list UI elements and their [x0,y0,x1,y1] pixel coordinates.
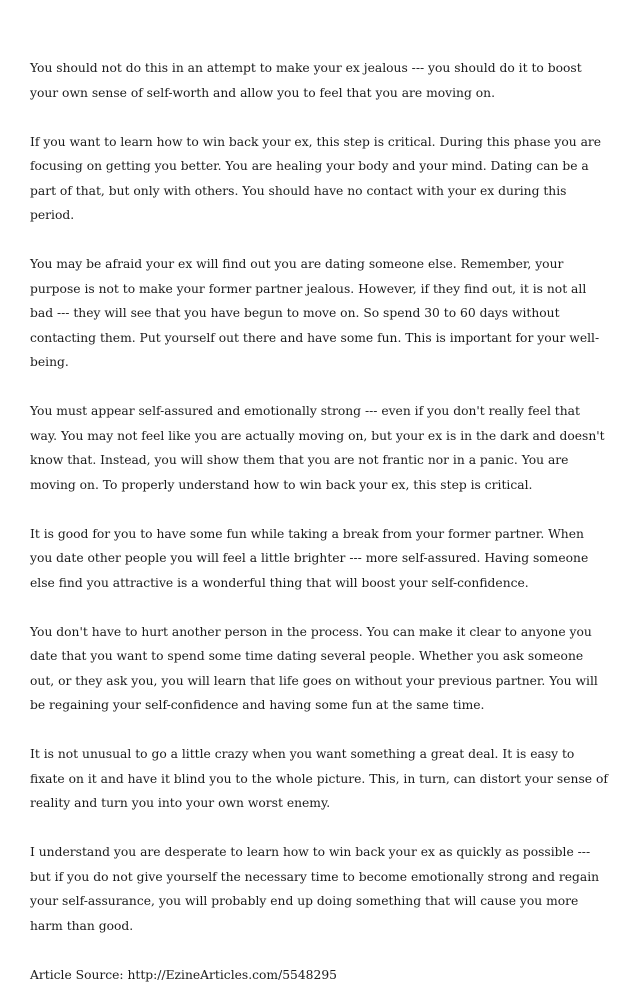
paragraph-2: If you want to learn how to win back your ex, this step is critical. During this phase you are focusing on getting you better. You are healing your body and your mind. Dating can be a part of that, but only with others. You should have no contact with your ex during this period. [30,130,610,228]
paragraph-6: You don't have to hurt another person in the process. You can make it clear to anyone you date that you want to spend some time dating several people. Whether you ask someone out, or they ask you, you will learn that life goes on without your previous partner. You will be regaining your self-confidence and having some fun at the same time. [30,620,610,718]
paragraph-5: It is good for you to have some fun while taking a break from your former partner. When you date other people you will feel a little brighter --- more self-assured. Having someone else find you attractive is a wonderful thing that will boost your self-confidence. [30,522,610,596]
paragraph-1: You should not do this in an attempt to make your ex jealous --- you should do it to boost your own sense of self-worth and allow you to feel that you are moving on. [30,56,610,105]
paragraph-4: You must appear self-assured and emotionally strong --- even if you don't really feel that way. You may not feel like you are actually moving on, but your ex is in the dark and doesn't know that. Instead, you will show them that you are not frantic nor in a panic. You are moving on. To properly understand how to win back your ex, this step is critical. [30,399,610,497]
paragraph-7: It is not unusual to go a little crazy when you want something a great deal. It is easy to fixate on it and have it blind you to the whole picture. This, in turn, can distort your sense of reality and turn you into your own worst enemy. [30,742,610,816]
paragraph-8: I understand you are desperate to learn how to win back your ex as quickly as possible --- but if you do not give yourself the necessary time to become emotionally strong and regain your self-assurance, you will probably end up doing something that will cause you more harm than good. [30,840,610,938]
paragraph-3: You may be afraid your ex will find out you are dating someone else. Remember, your purpose is not to make your former partner jealous. However, if they find out, it is not all bad --- they will see that you have begun to move on. So spend 30 to 60 days without contacting them. Put yourself out there and have some fun. This is important for your well-being. [30,252,610,375]
article-source: Article Source: http://EzineArticles.com/5548295 [30,963,610,987]
article-body [30,56,610,987]
